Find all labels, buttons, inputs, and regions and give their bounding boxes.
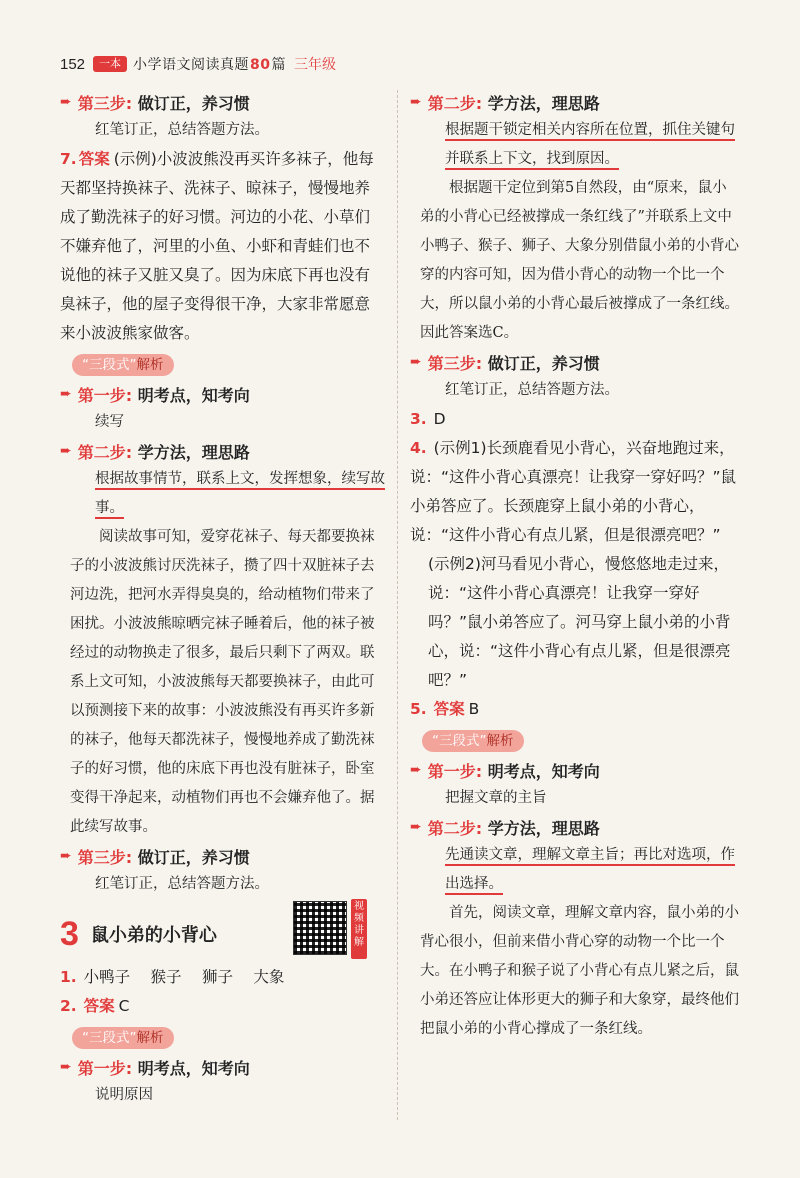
r-step2-paragraph: 根据题干定位到第5自然段，由“原来，鼠小弟的小背心已经被撑成一条红线了”并联系上文中小鸭子、猴子、狮子、大象分别借鼠小弟的小背心穿的内容可知，因为借小背心的动物一个比一个大，所以鼠小弟的小背心最后被撑成了一条红线。因此答案选C。	[420, 180, 739, 341]
r-step2-title: ➨ 第二步: 学方法，理思路	[410, 93, 600, 113]
r-step3-body: 红笔订正，总结答题方法。	[445, 382, 619, 398]
r-step1-body: 把握文章的主旨	[445, 790, 547, 806]
r-step1-title: ➨ 第一步: 明考点，知考向	[410, 761, 600, 781]
qr-code-icon[interactable]	[293, 901, 347, 955]
step3-title: ➨ 第三步: 做订正，养习惯	[60, 93, 250, 113]
step3-body-b: 红笔订正，总结答题方法。	[95, 876, 269, 892]
page-header	[60, 50, 336, 78]
r-step2-tip-b: 先通读文章，理解文章主旨；再比对选项，作出选择。	[445, 847, 735, 892]
arrow-icon: ➨	[60, 1059, 72, 1075]
step1-body: 续写	[95, 414, 124, 430]
step2-title: ➨ 第二步: 学方法，理思路	[60, 442, 250, 462]
arrow-icon: ➨	[410, 762, 422, 778]
page-number: 152	[60, 55, 86, 73]
question-1: 1. 小鸭子 猴子 狮子 大象	[60, 968, 285, 986]
arrow-icon: ➨	[410, 354, 422, 370]
book-title: 小学语文阅读真题80篇	[133, 57, 287, 73]
arrow-icon: ➨	[60, 848, 72, 864]
step1-title-b: ➨ 第一步: 明考点，知考向	[60, 1058, 250, 1078]
arrow-icon: ➨	[60, 386, 72, 402]
step1-body-b: 说明原因	[95, 1087, 153, 1103]
question-4-example-2: (示例2)河马看见小背心，慢悠悠地走过来，说：“这件小背心真漂亮！让我穿一穿好吗？”鼠小弟答应了。河马穿上鼠小弟的小背心，说：“这件小背心有点儿紧，但是很漂亮吧？”	[428, 555, 731, 689]
question-2: 2. 答案 C	[60, 997, 130, 1015]
question-5: 5. 答案 B	[410, 700, 480, 718]
question-7: 7. 答案 (示例)小波波熊没再买许多袜子，他每天都坚持换袜子、洗袜子、晾袜子，慢慢地养成了勤洗袜子的好习惯。河边的小花、小草们不嫌弃他了，河里的小鱼、小虾和青蛙们也不说他的袜子又脏又臭了。因为床底下再也没有臭袜子，他的屋子变得很干净，大家非常愿意来小波波熊家做客。	[60, 150, 374, 342]
grade-label: 三年级	[294, 57, 337, 73]
analysis-badge: “三段式”解析	[72, 354, 174, 376]
analysis-badge-2: “三段式”解析	[72, 1027, 174, 1049]
series-badge: 一本	[93, 56, 127, 72]
question-3: 3. D	[410, 410, 446, 428]
section-number: 3	[60, 914, 79, 953]
arrow-icon: ➨	[60, 443, 72, 459]
step1-title: ➨ 第一步: 明考点，知考向	[60, 385, 250, 405]
analysis-badge-3: “三段式”解析	[422, 730, 524, 752]
arrow-icon: ➨	[410, 819, 422, 835]
step3-body: 红笔订正，总结答题方法。	[95, 122, 269, 138]
section-title: 鼠小弟的小背心	[90, 925, 217, 946]
arrow-icon: ➨	[60, 94, 72, 110]
step2-paragraph: 阅读故事可知，爱穿花袜子、每天都要换袜子的小波波熊讨厌洗袜子，攒了四十双脏袜子去河边洗，把河水弄得臭臭的，给动植物们带来了困扰。小波波熊晾晒完袜子睡着后，他的袜子被经过的动物换走了很多，最后只剩下了两双。联系上文可知，小波波熊每天都要换袜子，由此可以预测接下来的故事：小波波熊没有再买许多新的袜子，他每天都洗袜子，慢慢地养成了勤洗袜子的好习惯，他的床底下再也没有脏袜子，卧室变得干净起来，动植物们再也不会嫌弃他了。据此续写故事。	[70, 529, 375, 835]
r-step2-tip: 根据题干锁定相关内容所在位置，抓住关键句并联系上下文，找到原因。	[445, 122, 735, 167]
step3-title-b: ➨ 第三步: 做订正，养习惯	[60, 847, 250, 867]
right-column	[410, 88, 740, 1044]
video-label: 视频讲解	[351, 899, 367, 959]
column-divider	[397, 90, 398, 1120]
step2-tip: 根据故事情节，联系上文，发挥想象，续写故事。	[95, 471, 385, 516]
arrow-icon: ➨	[410, 94, 422, 110]
r-step3-title: ➨ 第三步: 做订正，养习惯	[410, 353, 600, 373]
r-step2-paragraph-b: 首先，阅读文章，理解文章内容，鼠小弟的小背心很小，但前来借小背心穿的动物一个比一个大。在小鸭子和猴子说了小背心有点儿紧之后，鼠小弟还答应让体形更大的狮子和大象穿，最终他们把鼠小弟的小背心撑成了一条红线。	[420, 905, 739, 1037]
r-step2-title-b: ➨ 第二步: 学方法，理思路	[410, 818, 600, 838]
question-4: 4. (示例1)长颈鹿看见小背心，兴奋地跑过来，说：“这件小背心真漂亮！让我穿一穿好吗？”鼠小弟答应了。长颈鹿穿上鼠小弟的小背心，说：“这件小背心有点儿紧，但是很漂亮吧？”	[410, 439, 737, 544]
section-3-heading	[60, 901, 385, 963]
left-column	[60, 88, 385, 1110]
